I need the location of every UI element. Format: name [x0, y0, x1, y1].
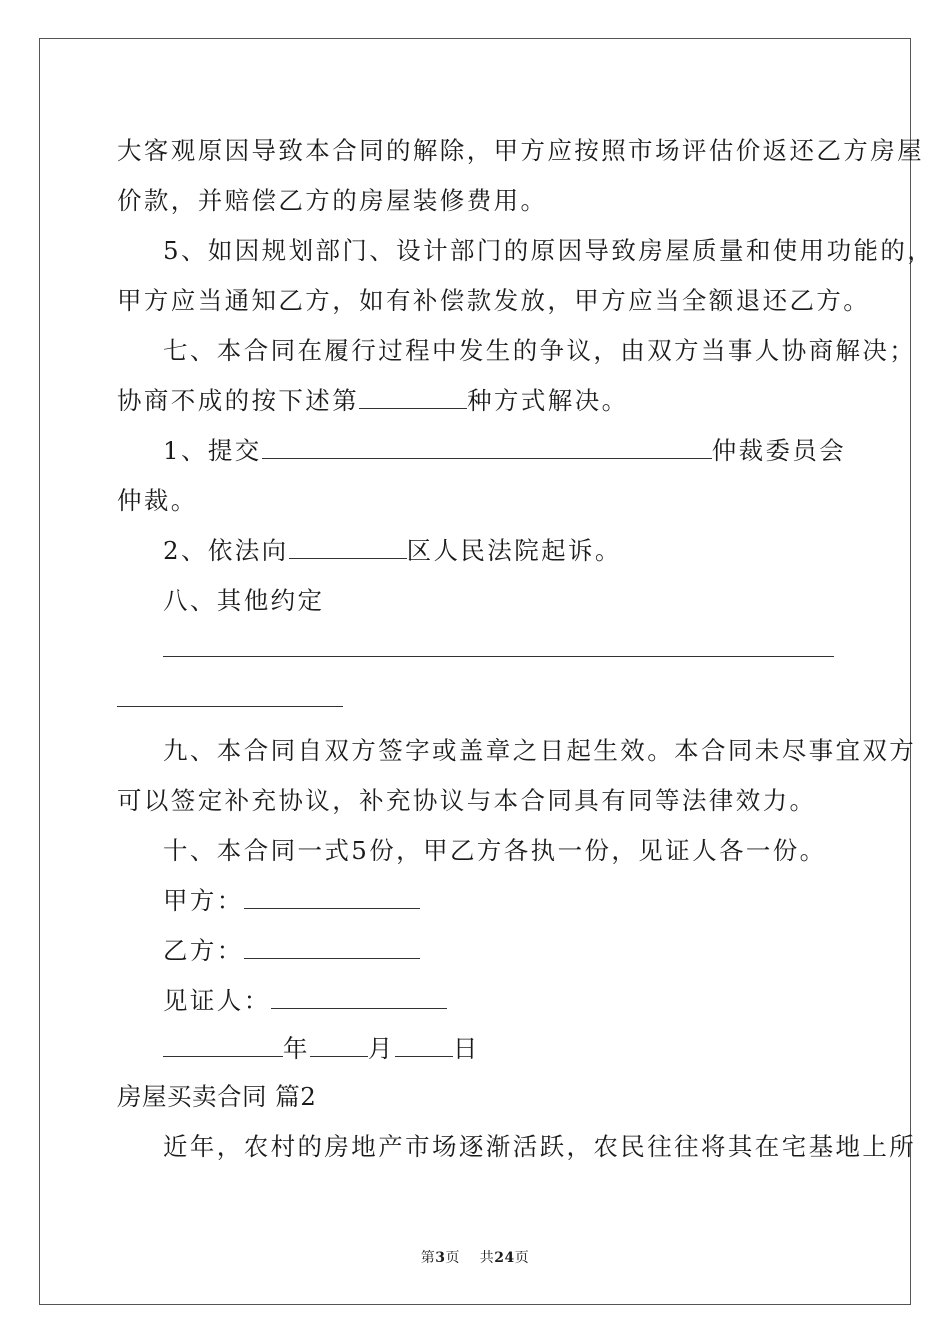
paragraph-line: 5、如因规划部门、设计部门的原因导致房屋质量和使用功能的， — [163, 236, 935, 265]
paragraph-line: 七、本合同在履行过程中发生的争议，由双方当事人协商解决； — [163, 336, 917, 365]
arbitration-label: 1、提交 — [163, 436, 262, 465]
arbitration-blank — [262, 436, 712, 459]
paragraph-line: 八、其他约定 — [163, 586, 325, 615]
arbitration-suffix: 仲裁委员会 — [711, 436, 847, 465]
dispute-method-label: 协商不成的按下述第 — [117, 386, 360, 415]
footer-suffix: 页 — [514, 1250, 530, 1266]
paragraph-line: 大客观原因导致本合同的解除，甲方应按照市场评估价返还乙方房屋 — [117, 136, 924, 165]
page-border — [39, 38, 911, 1305]
witness-blank — [271, 986, 447, 1009]
day-blank — [395, 1034, 453, 1057]
paragraph-line: 仲裁。 — [117, 486, 198, 515]
paragraph-line: 近年，农村的房地产市场逐渐活跃，农民往往将其在宅基地上所 — [163, 1132, 917, 1161]
court-suffix: 区人民法院起诉。 — [406, 536, 622, 565]
method-blank — [359, 386, 467, 409]
date-line — [163, 1034, 480, 1064]
paragraph-line: 十、本合同一式5份，甲乙方各执一份，见证人各一份。 — [163, 836, 827, 865]
court-blank — [289, 536, 407, 559]
paragraph-line: 可以签定补充协议，补充协议与本合同具有同等法律效力。 — [117, 786, 817, 815]
court-label: 2、依法向 — [163, 536, 289, 565]
other-terms-blank-line — [163, 656, 834, 657]
month-label: 月 — [367, 1034, 395, 1063]
total-page-number: 24 — [494, 1250, 515, 1266]
party-b-label: 乙方： — [163, 936, 244, 965]
paragraph-line — [163, 436, 846, 466]
signature-line — [163, 986, 447, 1016]
paragraph-line: 九、本合同自双方签字或盖章之日起生效。本合同未尽事宜双方 — [163, 736, 917, 765]
dispute-method-suffix: 种方式解决。 — [467, 386, 629, 415]
year-label: 年 — [283, 1034, 310, 1063]
paragraph-line: 价款，并赔偿乙方的房屋装修费用。 — [117, 186, 548, 215]
party-a-label: 甲方： — [163, 886, 244, 915]
witness-label: 见证人： — [163, 986, 271, 1015]
signature-line — [163, 886, 420, 916]
party-a-blank — [244, 886, 420, 909]
paragraph-line — [163, 536, 622, 566]
signature-line — [163, 936, 420, 966]
day-label: 日 — [452, 1034, 480, 1063]
footer-mid: 页 共 — [445, 1250, 495, 1266]
party-b-blank — [244, 936, 420, 959]
paragraph-line: 甲方应当通知乙方，如有补偿款发放，甲方应当全额退还乙方。 — [117, 286, 871, 315]
page-footer — [0, 1247, 950, 1267]
paragraph-line — [117, 386, 629, 416]
section-title: 房屋买卖合同 篇2 — [117, 1082, 317, 1111]
footer-prefix: 第 — [420, 1250, 436, 1266]
year-blank — [163, 1034, 283, 1057]
current-page-number: 3 — [435, 1250, 446, 1266]
other-terms-blank-line — [117, 706, 343, 707]
month-blank — [310, 1034, 368, 1057]
